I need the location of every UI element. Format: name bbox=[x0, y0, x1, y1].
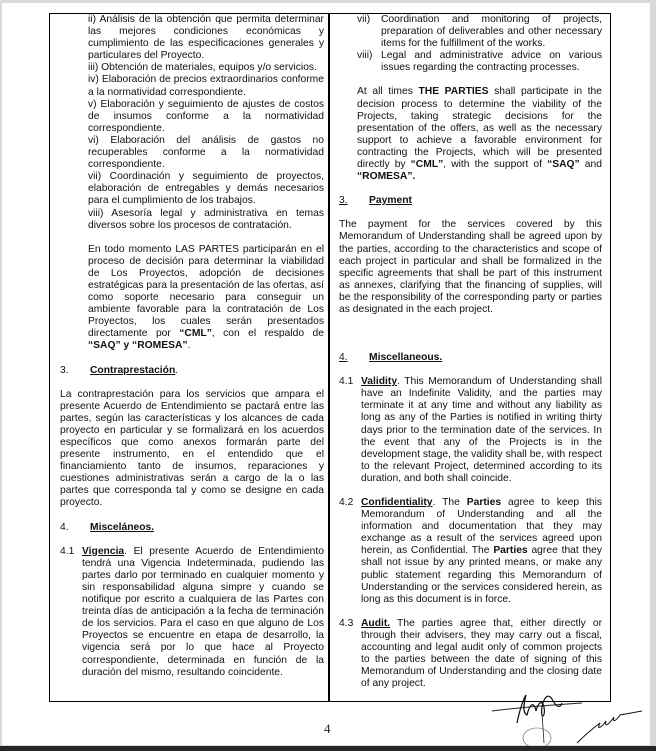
section-3-heading-es: 3. Contraprestación . bbox=[60, 364, 179, 376]
list-item: vii) Coordination and monitoring of projects, preparation of deliverables and other necessary items for the fulfillment of the works. bbox=[357, 14, 602, 50]
section-3-body-en: The payment for the services covered by this Memorandum of Understanding shall be agreed upon by the parties, according to the characteristics and scope of each project in particular and shall be formalized in the specific agreements that shall be part of this instrument as annexes, clarifying that the financing of supplies, will be the responsibility of the corresponding party or parties as designated in the each project. bbox=[339, 219, 602, 315]
parties-paragraph-es: En todo momento LAS PARTES participarán en el proceso de decisión para determinar la viabilidad de Los Proyectos, adopción de decisiones estratégicas para la presentación de las ofertas, así como soporte necesario para conseguir un ambiente favorable para la contratación de Los Proyectos, los cuales serán presentados directamente por “CML”, con el respaldo de “SAQ” y “ROMESA”. bbox=[88, 243, 324, 352]
services-list-es bbox=[60, 14, 324, 353]
section-4-heading-es: 4. Misceláneos. bbox=[60, 521, 155, 533]
page-number: 4 bbox=[324, 721, 331, 736]
list-item: vi) Elaboración del análisis de gastos no recuperables conforme a la normatividad correspondiente. bbox=[88, 134, 324, 171]
parties-paragraph-en: At all times THE PARTIES shall participate in the decision process to determine the viability of the Projects, taking strategic decisions for the presentation of the offers, as well as the necessary support to achieve a favorable environment for contracting the Projects, which will be presented directly by “CML”, with the support of “SAQ” and “ROMESA”. bbox=[357, 86, 602, 183]
bilingual-table bbox=[49, 13, 611, 702]
list-item: viii) Asesoría legal y administrativa en temas diversos sobre los procesos de contratación. bbox=[88, 207, 324, 231]
section-4-1-es: 4.1 Vigencia. El presente Acuerdo de Entendimiento tendrá una Vigencia Indeterminada, pudiendo las partes darlo por terminado en cualquier momento y sin responsabilidad alguna simpre y cuando se notifique por escrito a cualquiera de las Partes con treinta días de anticipación a la fecha de terminación de los servicios. Para el caso en que alguno de Los Proyectos se encuentre en etapa de desarrollo, la vigencia será por lo que hace al Proyecto correspondiente, determinada en función de la duración del mismo, resultando coincidente. bbox=[60, 545, 324, 678]
english-column bbox=[339, 14, 602, 690]
list-item: viii) Legal and administrative advice on various issues regarding the contracting processes. bbox=[357, 50, 602, 74]
signature-icon bbox=[482, 693, 652, 748]
list-item: ii) Análisis de la obtención que permita determinar las mejores condiciones económicas y cumplimiento de las especificaciones generales y particulares del Proyecto. bbox=[88, 14, 324, 62]
section-4-heading-en: 4. Miscellaneous. bbox=[339, 352, 443, 364]
document-page bbox=[2, 3, 650, 745]
list-item: iii) Obtención de materiales, equipos y/o servicios. bbox=[88, 62, 317, 74]
list-item: vii) Coordinación y seguimiento de proyectos, elaboración de entregables y demás necesarios para el cumplimiento de los trabajos. bbox=[88, 171, 324, 207]
spanish-column bbox=[60, 14, 324, 679]
section-4-3-en: 4.3 Audit. The parties agree that, either directly or through their advisers, they may carry out a fiscal, accounting and legal audit only of common projects to the parties between the date of signing of this Memorandum of Understanding and the closing date of any project. bbox=[339, 617, 602, 690]
section-4-1-en: 4.1 Validity. This Memorandum of Understanding shall have an Indefinite Validity, and the parties may terminate it at any time and without any liability as long as any of the Parties is notified in writing thirty days prior to the termination date of the services. In the event that any of the Projects is in the development stage, the validity shall be, with respect to the relevant Project, determined according to its duration, and both shall coincide. bbox=[339, 376, 602, 484]
column-divider bbox=[328, 14, 330, 701]
list-item: iv) Elaboración de precios extraordinarios conforme a la normatividad correspondiente. bbox=[88, 74, 324, 98]
viewer-bottom-bar bbox=[0, 746, 656, 751]
section-4-2-en: 4.2 Confidentiality. The Parties agree to keep this Memorandum of Understanding and all the information and documentation that they may exchange as a result of the services agreed upon herein, as Confidential. The Parties agree that they shall not issue by any printed means, or make any public statement regarding this Memorandum of Understanding or the services considered herein, as long as this document is in force. bbox=[339, 497, 603, 605]
section-3-body-es: La contraprestación para los servicios que ampara el presente Acuerdo de Entendimiento se pactará entre las partes, según las características y los alcances de cada proyecto en particular y se formalizará en los acuerdos específicos que como anexos formarán parte del presente instrumento, en el entendido que el financiamiento tanto de insumos, reparaciones y cuestiones administrativas serán a cargo de la o las partes que corresponda tal y como se designe en cada proyecto. bbox=[60, 388, 324, 509]
section-3-heading-en: 3. Payment bbox=[339, 195, 412, 207]
list-item: v) Elaboración y seguimiento de ajustes de costos de insumos conforme a la normatividad correspondiente. bbox=[88, 98, 324, 134]
